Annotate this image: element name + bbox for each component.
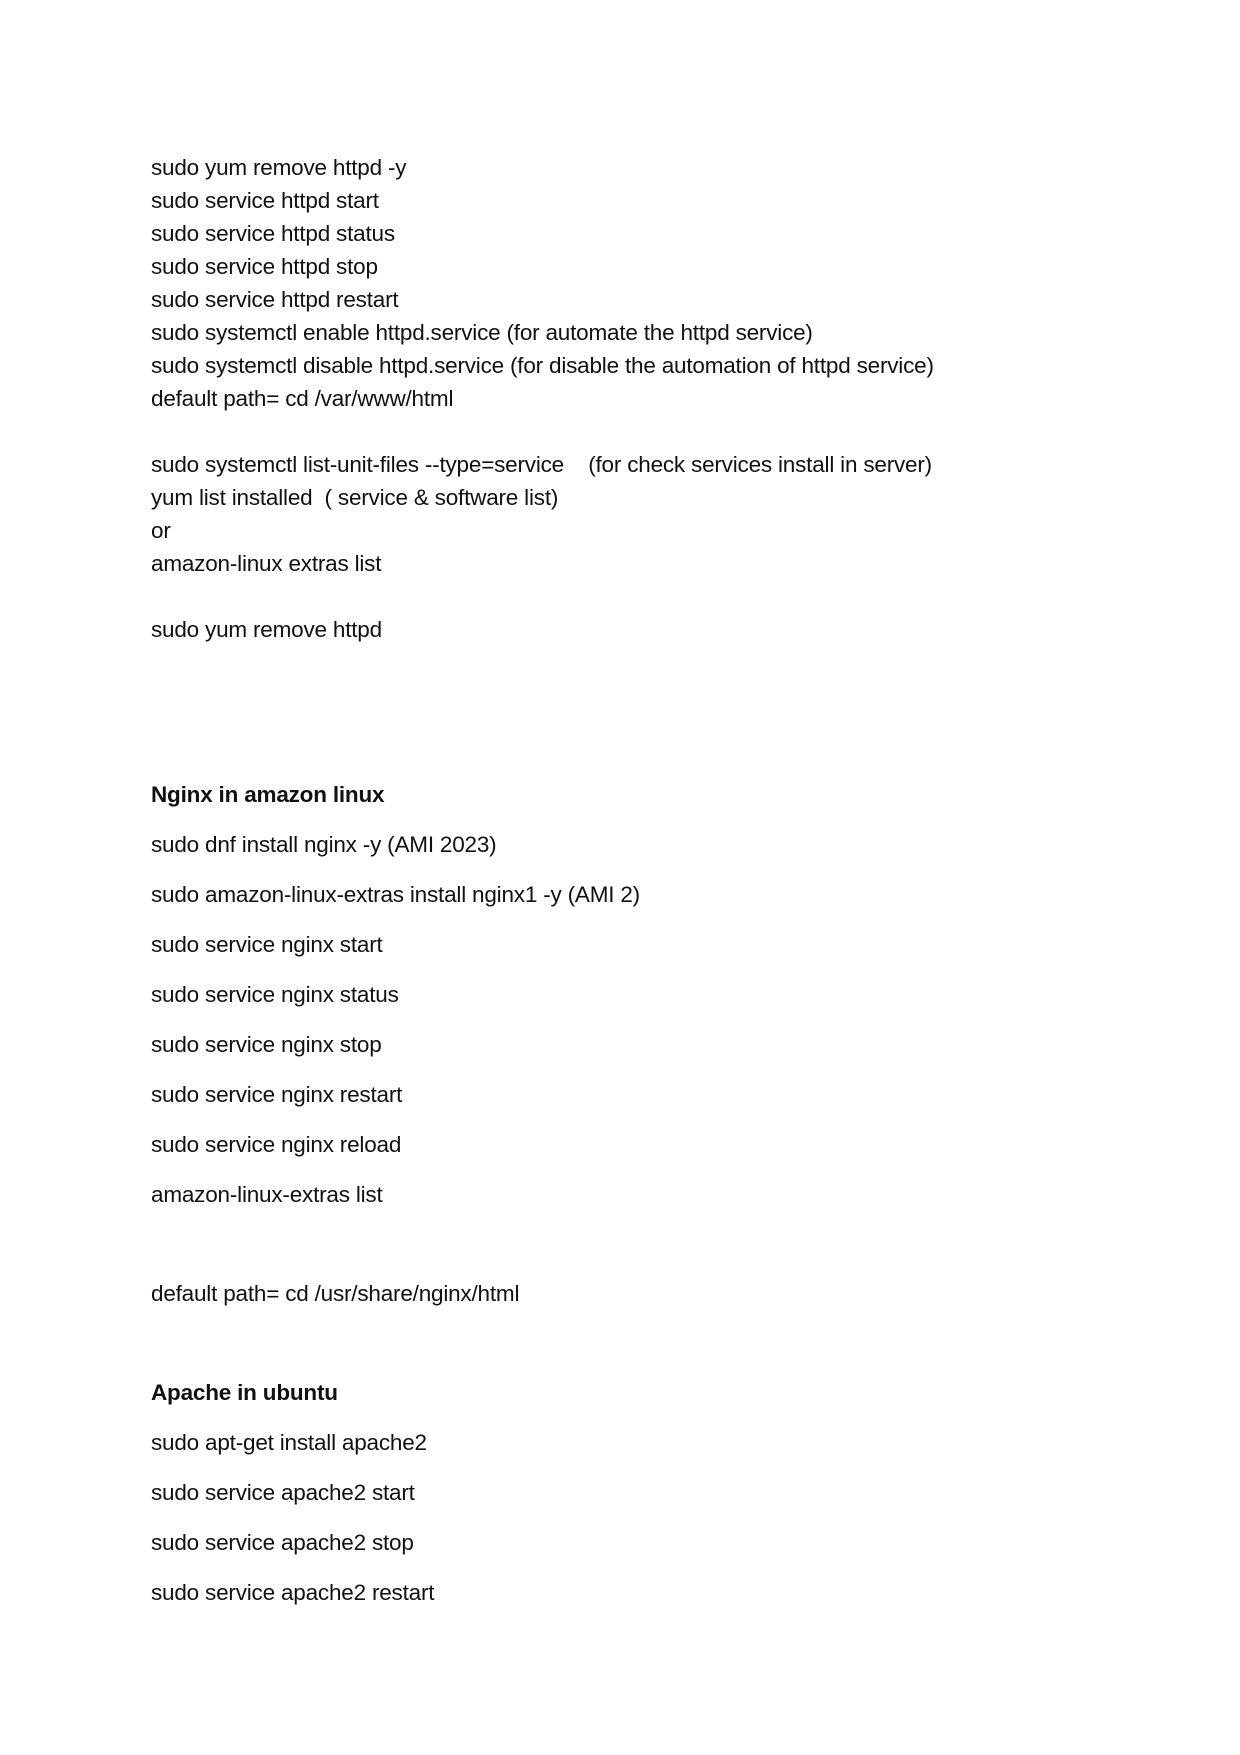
text-line: sudo systemctl disable httpd.service (for disable the automation of httpd service) [151, 353, 934, 378]
text-line: or [151, 518, 171, 543]
text-line: yum list installed ( service & software list) [151, 485, 559, 510]
spacer [151, 1228, 1111, 1277]
text-line: sudo service nginx start [151, 932, 383, 957]
text-line: sudo service httpd start [151, 188, 379, 213]
httpd-commands-block [151, 151, 1111, 646]
text-line: sudo service nginx status [151, 982, 399, 1007]
text-line: sudo yum remove httpd -y [151, 155, 407, 180]
text-line: sudo service apache2 stop [151, 1530, 414, 1555]
spacer [151, 1327, 1111, 1376]
text-line: amazon-linux extras list [151, 551, 382, 576]
text-line: sudo yum remove httpd [151, 617, 382, 642]
text-line: amazon-linux-extras list [151, 1182, 383, 1207]
text-line: sudo apt-get install apache2 [151, 1430, 427, 1455]
text-line: sudo service httpd status [151, 221, 395, 246]
text-line: sudo dnf install nginx -y (AMI 2023) [151, 832, 497, 857]
text-line: sudo service apache2 start [151, 1480, 415, 1505]
text-line: sudo amazon-linux-extras install nginx1 -y (AMI 2) [151, 882, 640, 907]
spacer [151, 415, 1111, 448]
text-line: sudo systemctl list-unit-files --type=service (for check services install in server) [151, 452, 932, 477]
text-line: sudo service apache2 restart [151, 1580, 435, 1605]
section-heading: Apache in ubuntu [151, 1380, 338, 1405]
section-heading: Nginx in amazon linux [151, 782, 385, 807]
document-content [151, 151, 1111, 1626]
text-line: sudo systemctl enable httpd.service (for automate the httpd service) [151, 320, 813, 345]
text-line: default path= cd /usr/share/nginx/html [151, 1281, 520, 1306]
spacer [151, 580, 1111, 613]
spacer [151, 646, 1111, 778]
text-line: sudo service httpd restart [151, 287, 399, 312]
text-line: sudo service nginx restart [151, 1082, 403, 1107]
text-line: sudo service httpd stop [151, 254, 378, 279]
text-line: sudo service nginx stop [151, 1032, 382, 1057]
apache-ubuntu-section [151, 1376, 1111, 1626]
text-line: sudo service nginx reload [151, 1132, 402, 1157]
text-line: default path= cd /var/www/html [151, 386, 454, 411]
nginx-section [151, 778, 1111, 1327]
